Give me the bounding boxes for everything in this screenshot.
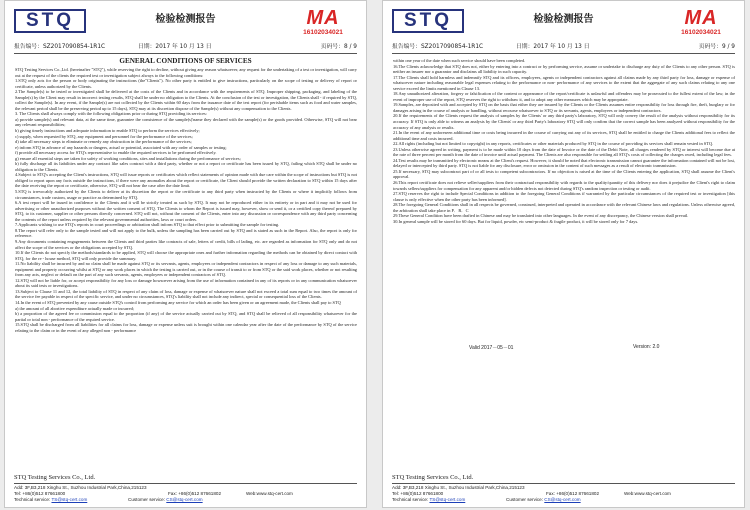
condition-paragraph: 7.Applicants wishing to use STQ's reports in court proceedings or arbitration shall inform STQ to that effect prior to submitting the sample for testing. bbox=[15, 222, 280, 228]
condition-paragraph: STQ Testing Services Co.,Ltd. (hereinafter "STQ"), while reserving the right to decline, without giving any reason whatsoever, any request for the undertaking of a test or investigation, will carry out at the request of the clients the required test or investigation subject always to the following conditions: bbox=[15, 67, 357, 78]
condition-paragraph: 22.All rights (including but not limited to copyright) in any reports, certificates or other materials produced by STQ in the course of providing its services shall remain vested in STQ. bbox=[393, 141, 714, 147]
condition-paragraph: 23.Unless otherwise agreed in writing, payment is to be made within 10 days from the date of Invoice or the date of the Debit Note, all charges rendered by STQ or interest will become due at the rate of three percent per month from the date of invoice until actual payment. The Clients are also responsible for settling all STQ's costs of collecting the charges owed, including legal fees. bbox=[393, 146, 735, 158]
condition-paragraph: e) inform STQ in advance of any hazards or dangers, actual or potential, associated with any order of samples or testing; bbox=[15, 144, 227, 150]
condition-paragraph: 19.Samples, are deposited with and accepted by STQ on the basis that either they are insured by the Clients or the Clients assumes entire responsibility for loss through fire, theft, burglary or for damages arising in the course of analysis or handling, without recourse whatsoever to STQ or its servants, agents, employees or independent contractors. bbox=[393, 102, 735, 113]
condition-paragraph: f) provide all necessary access for STQ's representative to enable the required services to be performed effectively. bbox=[15, 150, 217, 156]
condition-paragraph: 11.No liability shall be incurred by and no claim shall be made against STQ or its servants, agents, employees or independent contractors in respect of any loss or damage to any such materials, equipment and property occurring whilst at STQ or any work places in which the testing is carried out, or in the course of transit to or from STQ or the said work places, whether or not resulting from any acts, neglect or default on the part of any such servants, agents, employees or independent contractors of STQ. bbox=[15, 261, 357, 278]
footer-tech-service bbox=[392, 497, 465, 503]
valid-date: Valid 2017－05－01 bbox=[469, 345, 514, 351]
stq-logo: STQ bbox=[392, 9, 464, 33]
condition-paragraph: 17.The Clients shall hold harmless and indemnify STQ and its officers, employees, agents or independent contractors against all claims made by any third party for loss, damage or expense of whatsoever nature including reasonable legal expenses relating to the performance or non- performance of any services to the extent that the aggregate of any such claims relating to any one service exceed the limits mentioned in Clause 13. bbox=[393, 74, 735, 91]
cust-service-email[interactable]: CS@stq-cert.com bbox=[544, 497, 581, 502]
conditions-body bbox=[393, 58, 735, 341]
condition-paragraph: 12.STQ will not be liable for, or accept responsibility for any loss or damage howsoever arising from the use of information contained in any of its reports or in any communication whatsoever about its said tests or investigations. bbox=[15, 277, 357, 289]
page-footer bbox=[392, 474, 735, 506]
report-title: 检验检测报告 bbox=[155, 14, 216, 25]
report-meta bbox=[392, 43, 735, 52]
report-date: 日期：2017 年 10 月 13 日 bbox=[516, 44, 590, 50]
cust-service-label: Customer service: bbox=[128, 497, 166, 502]
condition-paragraph: 2.The Sample(s) to be tested or investigated shall be delivered at the costs of the Clients and in accordance with the requirements of STQ. Improper shipping, packaging, and labeling of the Sample(s) by the Client may result in incorrect testing results, STQ shall be under no obligation to the Clients. At the conclusion of the test or investigation, the Clients shall - if required by STQ, collect the Sample(s). In any event, if the Sample(s) are not collected by the Clients within 60 days from the issuance date of the test report (for perishable items such as food and water samples, the relevant period shall be the preserving period up to 15 days), STQ may at its discretion dispose of the Sample(s) without any compensation to the Clients. bbox=[15, 89, 357, 111]
condition-paragraph: 8.The report will refer only to the sample tested and will not apply to the bulk, unless the sampling has been carried out by STQ and is stated as such in the Report. Also, the report is only for reference. bbox=[15, 227, 357, 239]
footer-cust-service bbox=[128, 497, 203, 503]
tech-service-label: Technical service: bbox=[392, 497, 429, 502]
condition-paragraph: b) a proportion of the agreed fee or commission equal to the proportion (if any) of the service actually carried out by STQ, and STQ shall be relieved of all responsibility whatsoever for the partial or total non - performance of the required service. bbox=[15, 311, 357, 322]
condition-paragraph: 16.The Clients acknowledge that STQ does not, either by entering into a contract or by performing service, assume or undertake to discharge any duty of the Clients to any other person. STQ is neither an insurer nor a guarantor and disclaims all liability in such capacity. bbox=[393, 63, 735, 75]
condition-paragraph: 26.This report certificate does not relieve seller/suppliers from their contractual responsibility with regards to the quality/quantity of this delivery nor does it prejudice the Client's right to claim towards sellers/suppliers for compensation for any apparent and/or hidden defects not detected during STQ's random inspection or testing or audit. bbox=[393, 180, 735, 191]
condition-paragraph: b) giving timely instructions and adequate information to enable STQ to perform the services effectively; bbox=[15, 128, 200, 134]
condition-paragraph: a) provide sample(s) and relevant data, at the same time, guarantee the consistence of the sample(s)'name they declared with the sample(s) or the goods provided. Otherwise, STQ will not bear any relevant responsibilities; bbox=[15, 116, 357, 128]
footer-address: Add: 3F,B3,218 Xinghu St., Suzhou Industrial Park,China,215123 bbox=[392, 485, 525, 490]
cma-number: 16102034021 bbox=[303, 29, 343, 36]
footer-web[interactable]: Web:www.stq-cert.com bbox=[624, 491, 671, 496]
condition-paragraph: 27.STQ reserves the right to include Special Conditions in addition to the foregoing General Conditions if warranted by the particular circumstances of the required test or investigation [this clause is only effective when the other party has been informed]. bbox=[393, 191, 735, 202]
condition-paragraph: g) ensure all essential steps are taken for safety of working conditions, sites and installations during the performance of services; bbox=[15, 155, 241, 161]
condition-paragraph: 30.In general sample will be stored for 60 days. But for liquid, powder, etc semi-product & fragile product, it will be stored only for 7 days. bbox=[393, 218, 639, 224]
footer-cust-service bbox=[506, 497, 581, 503]
condition-paragraph: c) supply, when requested by STQ, any equipment and personnel for the performance of the services; bbox=[15, 133, 193, 139]
condition-paragraph: d) take all necessary steps to eliminate or remedy any obstruction in the performance of the services; bbox=[15, 139, 192, 145]
report-number: 报告编号：SZ2017090854-1R1C bbox=[392, 44, 484, 50]
cma-mark: MA bbox=[306, 7, 340, 29]
condition-paragraph: 20.If the requirements of the Clients request the analysis of samples by the Clients' or any third party's laboratory, STQ will only convey the result of the analysis without responsibility for its accuracy. If STQ is only able to witness an analysis by the Clients' or any third Party's laboratory STQ will only confirm that the correct sample has been analyzed without responsibility for the accuracy of any analysis or results. bbox=[393, 113, 735, 130]
footer-fax: Fax: +86(0)512 87661802 bbox=[546, 491, 599, 496]
condition-paragraph: 5.STQ is irrevocably authorized by the Clients to deliver at its discretion the report or the certificate to any third party when instructed by the Clients or where it implicitly follows from circumstances, trade custom, usage or practice as determined by STQ. bbox=[15, 189, 357, 200]
section-title: GENERAL CONDITIONS OF SERVICES bbox=[119, 57, 252, 65]
condition-paragraph: 1.STQ only acts for the person or body originating the instructions (the"Clients"). No other party is entitled to give instructions, particularly on the scope of testing or delivery of report or certificate, unless authorized by the Clients. bbox=[15, 78, 357, 89]
footer-company: STQ Testing Services Co., Ltd. bbox=[14, 474, 96, 481]
cust-service-email[interactable]: CS@stq-cert.com bbox=[166, 497, 203, 502]
condition-paragraph: h) fully discharge all its liabilities under any contract like sales contract with a third party, whether or not a report or certificate has been issued by STQ, failing which STQ shall be under no obligation to the Clients. bbox=[15, 161, 357, 172]
condition-paragraph: 24.Test results may be transmitted by electronic means at the Client's request. However, it should be noted that electronic transmission cannot guarantee the information contained will not be lost, delayed or intercepted by third party. STQ is not liable for any disclosure, error or omission in the content of such messages as a result of electronic transmission. bbox=[393, 157, 735, 169]
condition-paragraph: 6.A test report will be issued in confidence to the Clients and it will be strictly treated as such by STQ. It may not be reproduced either in its entirety or in part and it may not be used for advertising or other unauthorized purposes without the written consent of STQ. The Clients to whom the Report is issued may, however, show or send it, or a certified copy thereof prepared by STQ, to its customer, supplier or other persons directly concerned. STQ will not, without the consent of the Clients, enter into any discussion or correspondence with any third party concerning the contents of the report unless required by the relevant governmental authorities, laws or court orders. bbox=[15, 200, 357, 222]
page-footer bbox=[14, 474, 357, 506]
version: Version: 2.0 bbox=[633, 344, 660, 350]
footer-address: Add: 3F,B3,218 Xinghu St., Suzhou Industrial Park,China,215123 bbox=[14, 485, 147, 490]
footer-divider bbox=[392, 483, 735, 484]
footer-divider bbox=[14, 483, 357, 484]
condition-paragraph: 3. The Clients shall always comply with the following obligations prior or during STQ providing its services: bbox=[15, 111, 207, 117]
condition-paragraph: 28.The foregoing General Conditions shall in all respects be governed, construed, interpreted and operated in accordance with the relevant Chinese laws and regulations. Unless otherwise agreed, the arbitration shall take place in P．R．C bbox=[393, 202, 735, 213]
cma-number: 16102034021 bbox=[681, 29, 721, 36]
tech-service-label: Technical service: bbox=[14, 497, 51, 502]
cust-service-label: Customer service: bbox=[506, 497, 544, 502]
condition-paragraph: 21.In the event of any unforeseen additional time or costs being incurred in the course of carrying out any of its services, STQ shall be entitled to charge the Clients additional fees to reflect the additional time and costs incurred. bbox=[393, 130, 735, 141]
conditions-body bbox=[15, 67, 357, 466]
cma-stamp bbox=[668, 7, 734, 36]
condition-paragraph: 4.Subject to STQ's accepting the Client's instructions, STQ will issue reports or certificates which reflect statements of opinion made with due care within the scope of instructions but STQ is not obliged to report upon any facts outside the instructions, if there were any anomalies about the report or certificate, the Client should provide the written declaration to STQ within 15 days after the date receiving the report or certificate, otherwise, STQ will not bear the case after the date limit. bbox=[15, 172, 357, 189]
report-number: 报告编号：SZ2017090854-1R1C bbox=[14, 44, 106, 50]
cma-mark: MA bbox=[684, 7, 718, 29]
page-number: 页码号：9 / 9 bbox=[698, 44, 735, 50]
condition-paragraph: 10.If the Clients do not specify the methods/standards to be applied, STQ will choose the appropriate ones and further information regarding the methods can be obtained by direct contact with STQ, for the re - house method, STQ will only provide the summary. bbox=[15, 250, 357, 261]
footer-fax: Fax: +86(0)512 87661802 bbox=[168, 491, 221, 496]
page-number: 页码号：8 / 9 bbox=[320, 44, 357, 50]
report-meta bbox=[14, 43, 357, 52]
condition-paragraph: 13.Subject to Clause 11 and 12, the total liability of STQ in respect of any claim of loss, damage or expense of whatsoever nature shall not exceed a total sum equal to two times the amount of the service fee payable in respect of the specific service, and under no circumstances, STQ's liability shall not include any indirect, special or consequential loss of the Clients. bbox=[15, 288, 357, 300]
report-page-8 bbox=[4, 0, 367, 508]
header-divider bbox=[14, 53, 357, 54]
footer-company: STQ Testing Services Co., Ltd. bbox=[392, 474, 474, 481]
condition-paragraph: 14.In the event of STQ prevented by any cause outside STQ's control from performing any service for which an order has been given or an agreement made, the Clients shall pay to STQ bbox=[15, 299, 341, 305]
stq-logo: STQ bbox=[14, 9, 86, 33]
report-title: 检验检测报告 bbox=[533, 14, 594, 25]
report-page-9 bbox=[382, 0, 745, 508]
tech-service-email[interactable]: TS@stq-cert.com bbox=[51, 497, 88, 502]
tech-service-email[interactable]: TS@stq-cert.com bbox=[429, 497, 466, 502]
footer-tel: Tel: +86(0)512 87661800 bbox=[392, 491, 444, 496]
footer-tel: Tel: +86(0)512 87661800 bbox=[14, 491, 66, 496]
condition-paragraph: 29.These General Condition have been drafted in Chinese and may be translated into other languages. In the event of any discrepancy, the Chinese version shall prevail. bbox=[393, 213, 689, 219]
footer-web[interactable]: Web:www.stq-cert.com bbox=[246, 491, 293, 496]
condition-paragraph: 15.STQ shall be discharged from all liabilities for all claims for loss, damage or expense unless suit is brought within one calendar year after the date of the performance by STQ of the service relating to the claim or in the event of any alleged non - performance bbox=[15, 322, 357, 333]
condition-paragraph: 18.Any unauthorized alteration, forgery or falsification of the content or appearance of the report/certificate is unlawful and offenders may be prosecuted to the fullest extent of the law; in the event of improper use of the report, STQ reserves the right to withdraw it, and to adopt any other measures which may be appropriate. bbox=[393, 91, 735, 102]
footer-tech-service bbox=[14, 497, 87, 503]
cma-stamp bbox=[290, 7, 356, 36]
condition-paragraph: 25.If necessary, STQ may subcontract part of or all tests to competent subcontractors. If no objection is raised at the time of the Clients entering the application, STQ shall assume the Client's approval. bbox=[393, 168, 735, 180]
report-date: 日期：2017 年 10 月 13 日 bbox=[138, 44, 212, 50]
header-divider bbox=[392, 53, 735, 54]
condition-paragraph: a) the amount of all abortive expenditure actually made or incurred; bbox=[15, 305, 134, 311]
condition-paragraph: within one year of the date when such service should have been completed. bbox=[393, 58, 526, 63]
condition-paragraph: 9.Any documents containing engagements between the Clients and third parties like contracts of sale, letters of credit, bills of lading, etc. are regarded as information for STQ only and do not affect the scope of the services or the obligations accepted by STQ. bbox=[15, 238, 357, 250]
